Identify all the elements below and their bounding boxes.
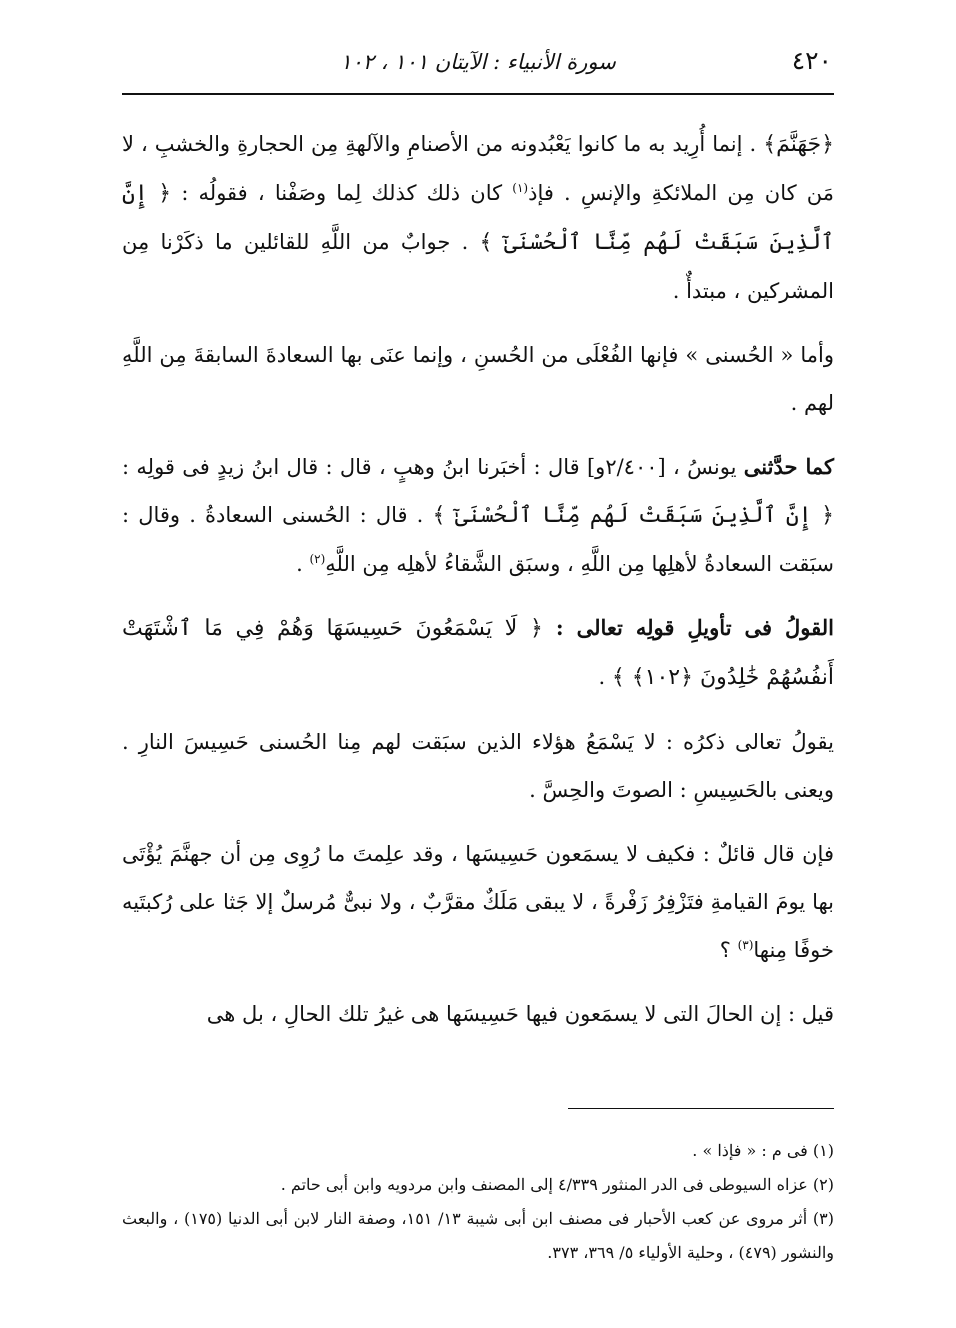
paragraph-4 [122,604,834,702]
section-heading: القولُ فى تأويلِ قولِه تعالى : [542,615,834,640]
footnote-ref-3[interactable]: (٣) [737,938,754,952]
paragraph-text: . إنما أُرِيد به ما كانوا يَعْبُدونه من الأصنامِ والآلهةِ مِن الحجارةِ والخشبِ ، لا مَن كان مِن الملائكةِ والإنسِ . فإذ [122,132,834,205]
main-text [122,120,834,1052]
paragraph-text: ؟ [719,938,738,962]
footnote-ref-1[interactable]: (١) [512,181,529,195]
paragraph-2: وأما « الحُسنى » فإنها الفُعْلَى من الحُسنِ ، وإنما عنَى بها السعادةَ السابقةَ مِن اللَّهِ لهم . [122,343,834,415]
paragraph-text: فإن قال قائلٌ : فكيف لا يسمَعون حَسِيسَها ، وقد علِمتَ ما رُوِى مِن أن جهنَّمَ يُؤْتَى بها يومَ القيامةِ فتَزْفِرُ زَفْرةً ، لا يبقى مَلَكٌ مقرَّبٌ ، ولا نبىٌّ مُرسلٌ إلا جَثا على رُكبتَيه خوفًا مِنها [122,842,834,962]
footnote-ref-2[interactable]: (٢) [309,552,326,566]
paragraph-text: . قال : الحُسنى السعادةُ . وقال : سبَقت السعادةُ لأهلِها مِن اللَّهِ ، وسبَق الشَّقاءُ لأهلِه مِن اللَّهِ [122,503,834,576]
paragraph-3 [122,443,834,588]
paragraph-text: يونسُ ، [٢/٤٠٠و] قال : أخبَرنا ابنُ وهبٍ ، قال : قال ابنُ زيدٍ فى قولِه : [122,455,744,479]
footnote-1: (١) فى م : « فإذا » . [692,1141,834,1160]
quran-quote: ﴿ إِنَّ ٱلَّذِينَ سَبَقَتْ لَهُم مِّنَّا ٱلْحُسْنَىٰٓ ﴾ [432,503,835,528]
footnote-3: (٣) أثر مروى عن كعب الأحبار فى مصنف ابن أبى شيبة ١٣/ ١٥١، وصفة النار لابن أبى الدنيا (١٧٥) ، والبعث والنشور (٤٧٩) ، وحلية الأولياء ٥/ ٣٦٩، ٣٧٣. [122,1209,834,1262]
paragraph-text: . [296,552,310,576]
paragraph-1 [122,120,834,315]
running-title: سورة الأنبياء : الآيتان ١٠١ ، ١٠٢ [340,50,616,74]
footnotes [122,1134,834,1270]
header-rule [122,93,834,95]
footnote-2: (٢) عزاه السيوطى فى الدر المنثور ٤/٣٣٩ إلى المصنف وابن مردويه وابن أبى حاتم . [280,1175,834,1194]
paragraph-5: يقولُ تعالى ذكرُه : لا يَسْمَعُ هؤلاء الذين سبَقت لهم مِنا الحُسنى حَسِيسَ النارِ . ويعنى بالحَسِيسِ : الصوتَ والحِسَّ . [122,730,834,802]
quran-quote: ﴿ لَا يَسْمَعُونَ حَسِيسَهَا وَهُمْ فِي مَا ٱشْتَهَتْ أَنفُسُهُمْ خَٰلِدُونَ ﴿١٠٢﴾ ﴾ [122,616,834,690]
paragraph-text: . جوابٌ من اللَّهِ للقائلين ما ذكَرْنا مِن المشركين ، مبتدأٌ . [122,230,834,303]
footnote-rule [568,1108,834,1109]
paragraph-text: كان ذلك كذلك لِما وصَفْنا ، فقولُه : [171,181,513,205]
paragraph-text: . [598,665,612,689]
paragraph-7: قيل : إن الحالَ التى لا يسمَعون فيها حَسِيسَها هى غيرُ تلك الحالِ ، بل هى [206,1002,834,1026]
isnad-lead: كما حدَّثنى [743,454,834,479]
quran-quote: ﴿ إِنَّ ٱلَّذِينَ سَبَقَتْ لَهُم مِّنَّا ٱلْحُسْنَىٰٓ ﴾ [122,181,834,255]
page-header [122,40,834,86]
quran-quote: ﴿جَهَنَّمَ﴾ [763,132,834,157]
paragraph-6 [122,830,834,974]
page-number: ٤٢٠ [791,46,832,75]
